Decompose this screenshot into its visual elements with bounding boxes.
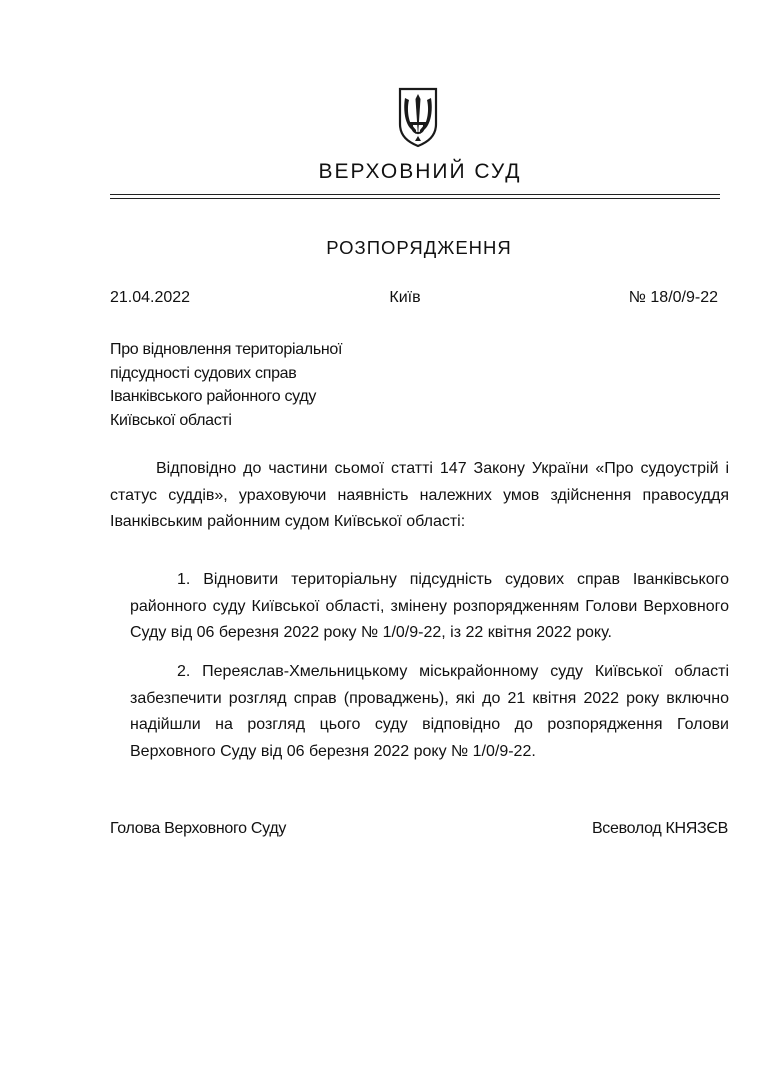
order-item-1: 1. Відновити територіальну підсудність судових справ Іванківського районного суду Київської області, змінену розпорядженням Голови Верховного Суду від 06 березня 2022 року № 1/0/9-22, із 22 квітня 2022 року. — [130, 571, 729, 641]
document-type-title: РОЗПОРЯДЖЕННЯ — [326, 237, 512, 258]
order-item-2: 2. Переяслав-Хмельницькому міськрайонному суду Київської області забезпечити розгляд справ (проваджень), які до 21 квітня 2022 року включно надійшли на розгляд цього суду відповідно до розпорядження Голови Верховного Суду від 06 березня 2022 року № 1/0/9-22. — [130, 663, 729, 760]
subject-line: Київської області — [110, 411, 232, 429]
document-subject — [110, 338, 410, 432]
signatory-name: Всеволод КНЯЗЄВ — [591, 820, 728, 837]
subject-line: підсудності судових справ — [110, 364, 297, 382]
preamble-paragraph: Відповідно до частини сьомої статті 147 Закону України «Про судоустрій і статус суддів», ураховуючи наявність належних умов здійснення правосуддя Іванківським районним судом Київської області: — [110, 460, 729, 530]
signatory-role: Голова Верховного Суду — [110, 820, 287, 837]
subject-line: Про відновлення територіальної — [110, 341, 343, 358]
document-date: 21.04.2022 — [110, 289, 191, 306]
document-number: № 18/0/9-22 — [628, 289, 718, 306]
header-divider-thick — [110, 194, 720, 195]
document-city: Київ — [389, 289, 421, 306]
header-divider-thin — [110, 198, 720, 199]
tryzub-coat-of-arms-icon — [397, 86, 439, 148]
court-name: ВЕРХОВНИЙ СУД — [318, 160, 522, 183]
subject-line: Іванківського районного суду — [110, 388, 317, 405]
